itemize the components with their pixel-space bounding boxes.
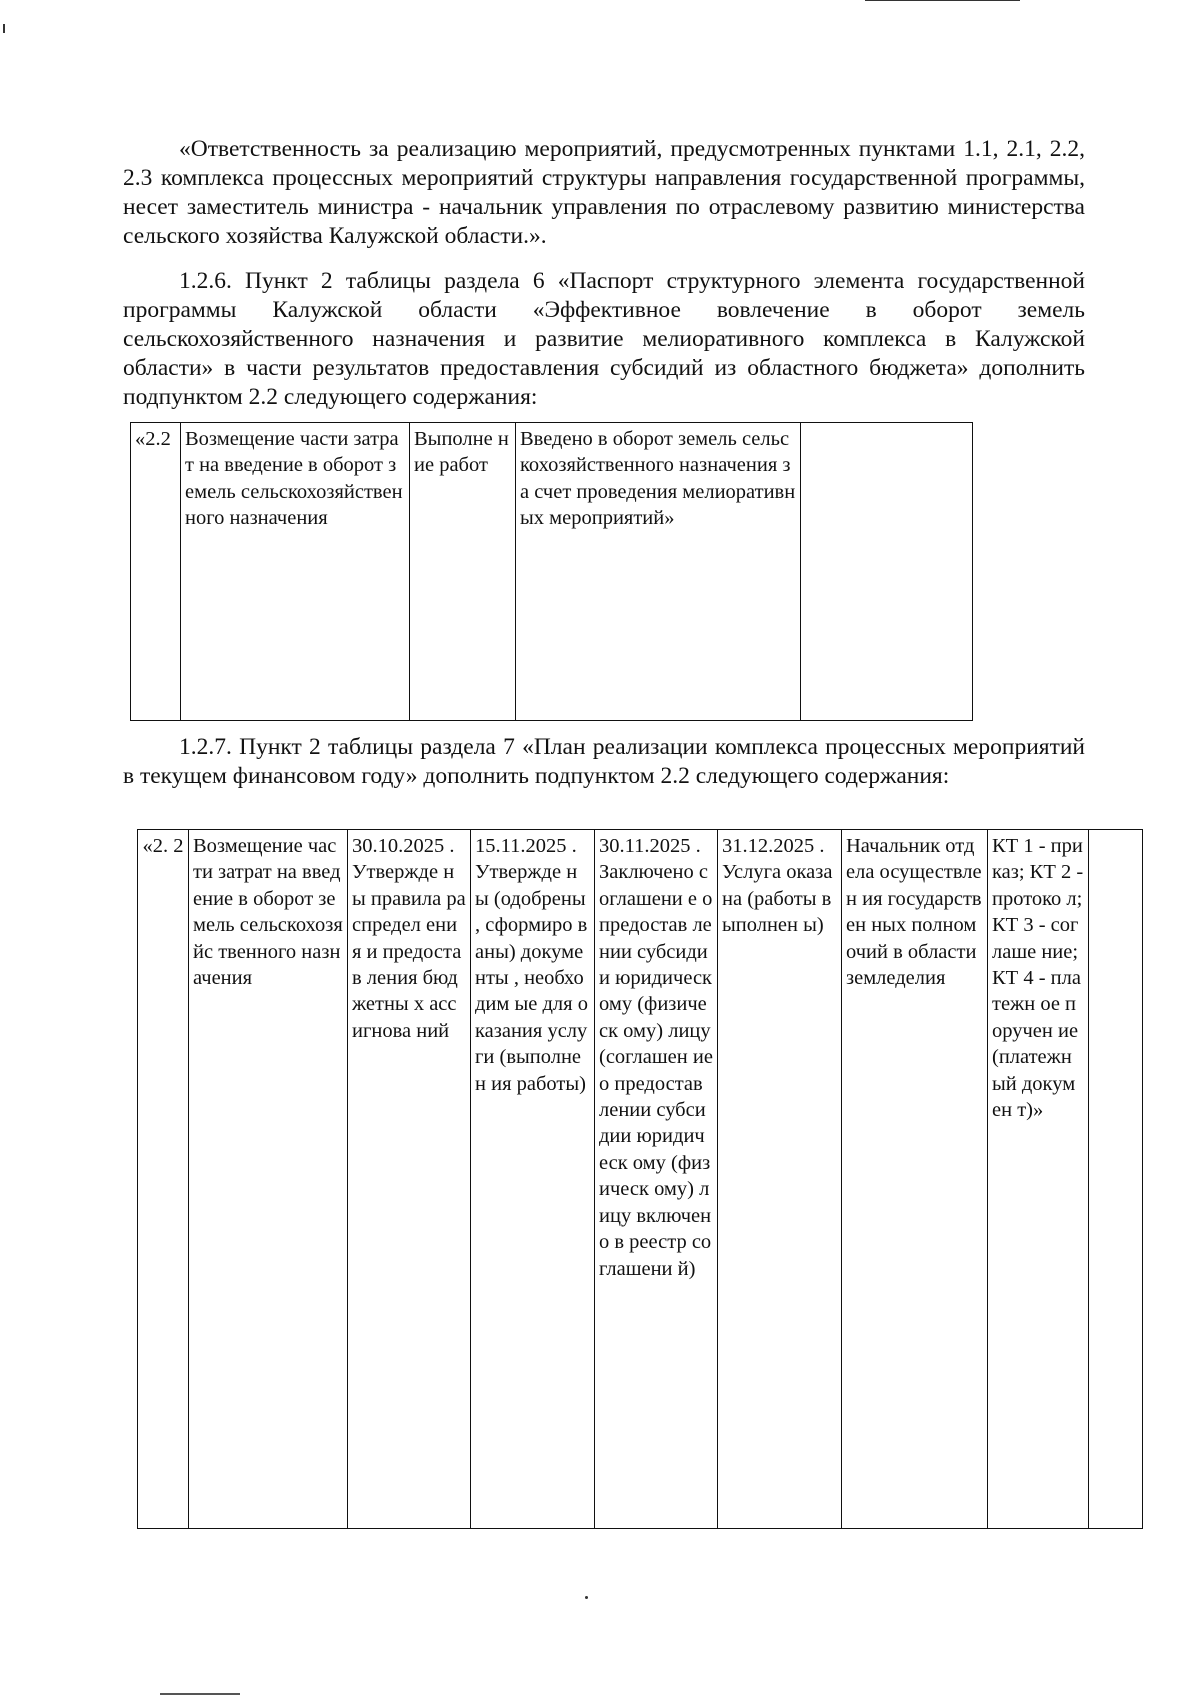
cell-control-point-3: 30.11.2025 . Заключено соглашени е о предостав лении субсидии юридическ ому (физическ ому) лицу (соглашен ие о предостав лении субсидии юридическ ому (физическ ому) лицу включено в реестр соглашени й) [595, 830, 718, 1529]
table-section-6-item-2-2 [130, 422, 973, 721]
cell-number: «2. 2 [138, 830, 189, 1529]
table-section-7-item-2-2 [137, 829, 1143, 1529]
cell-responsible: Начальник отдела осуществлен ия государствен ных полномочий в области земледелия [842, 830, 988, 1529]
scan-stroke-top [865, 0, 1020, 1]
table-row [138, 830, 1143, 1529]
cell-empty [801, 423, 973, 721]
cell-control-point-4: 31.12.2025 . Услуга оказана (работы выполнен ы) [718, 830, 842, 1529]
cell-name: Возмещение части затрат на введение в оборот земель сельскохозяйственного назначения [181, 423, 410, 721]
scan-dot [585, 1596, 588, 1599]
table-row [131, 423, 973, 721]
paragraph-1-2-6: 1.2.6. Пункт 2 таблицы раздела 6 «Паспорт структурного элемента государственной программы Калужской области «Эффективное вовлечение в оборот земель сельскохозяйственного назначения и развитие мелиоративного комплекса в Калужской области» в части результатов предоставления субсидий из областного бюджета» дополнить подпунктом 2.2 следующего содержания: [123, 268, 1085, 410]
paragraph-1-2-7: 1.2.7. Пункт 2 таблицы раздела 7 «План реализации комплекса процессных мероприятий в текущем финансовом году» дополнить подпунктом 2.2 следующего содержания: [123, 734, 1085, 789]
cell-number: «2.2 [131, 423, 181, 721]
cell-result: Введено в оборот земель сельскохозяйственного назначения за счет проведения мелиоративных мероприятий» [516, 423, 801, 721]
scan-stroke-bottom [160, 1693, 240, 1695]
cell-type: Выполне ние работ [410, 423, 516, 721]
scan-mark [3, 24, 5, 33]
cell-name: Возмещение части затрат на введение в оборот земель сельскохозяйс твенного назначения [189, 830, 348, 1529]
paragraph-responsibility: «Ответственность за реализацию мероприятий, предусмотренных пунктами 1.1, 2.1, 2.2, 2.3 комплекса процессных мероприятий структуры направления государственной программы, несет заместитель министра - начальник управления по отраслевому развитию министерства сельского хозяйства Калужской области.». [123, 136, 1085, 249]
cell-control-point-1: 30.10.2025 . Утвержде ны правила распредел ения и предостав ления бюджетны х ассигнова ний [348, 830, 471, 1529]
cell-empty [1089, 830, 1143, 1529]
cell-control-point-2: 15.11.2025 . Утвержде ны (одобрены , сформиро ваны) документы , необходим ые для оказания услуги (выполнен ия работы) [471, 830, 595, 1529]
cell-documents: КТ 1 - приказ; КТ 2 - протоко л; КТ 3 - соглаше ние; КТ 4 - платежн ое поручен ие (платежн ый докумен т)» [988, 830, 1089, 1529]
